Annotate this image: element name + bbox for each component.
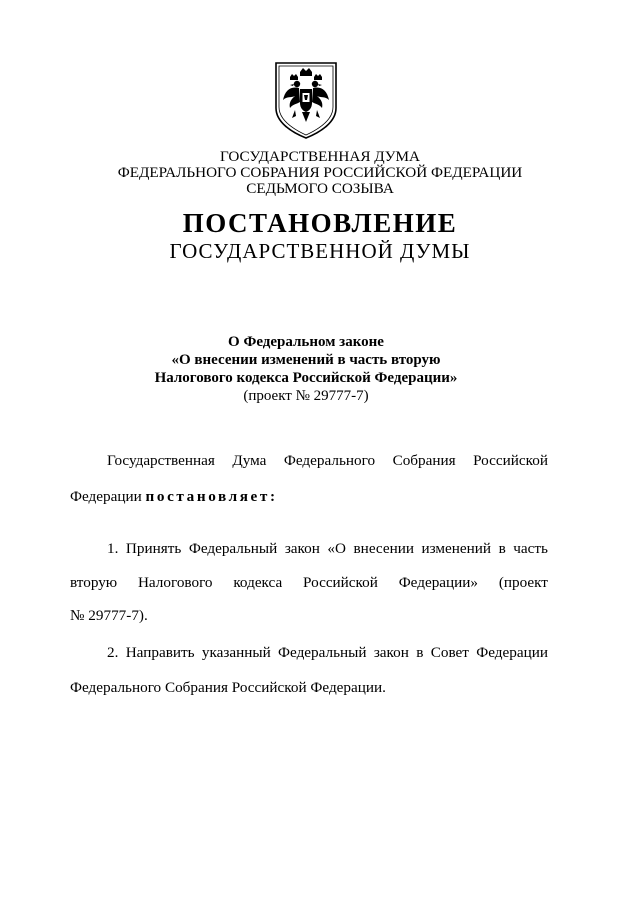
document-subtitle: ГОСУДАРСТВЕННОЙ ДУМЫ bbox=[169, 239, 471, 263]
word: 2. bbox=[107, 644, 119, 661]
word: Федерального bbox=[283, 452, 376, 469]
intro-line-1 bbox=[107, 452, 548, 470]
word: Российской bbox=[303, 574, 378, 591]
subject-line-1: О Федеральном законе bbox=[228, 334, 384, 350]
item1-line-1 bbox=[107, 540, 548, 558]
word: Принять bbox=[125, 540, 182, 557]
intro-line-2 bbox=[70, 488, 548, 506]
coat-of-arms-icon bbox=[273, 60, 339, 140]
word: Федерации» bbox=[398, 574, 479, 591]
resolves-word: постановляет: bbox=[145, 488, 278, 505]
document-title: ПОСТАНОВЛЕНИЕ bbox=[182, 208, 458, 238]
subject-line-4: (проект № 29777-7) bbox=[243, 388, 369, 404]
word: вторую bbox=[70, 574, 118, 591]
word: Федеральный bbox=[278, 644, 367, 661]
header-line-2: ФЕДЕРАЛЬНОГО СОБРАНИЯ РОССИЙСКОЙ ФЕДЕРАЦИИ bbox=[117, 164, 523, 181]
word: Собрания bbox=[392, 452, 456, 469]
word: 1. bbox=[107, 540, 119, 557]
word: изменений bbox=[421, 540, 492, 557]
word: Государственная bbox=[107, 452, 215, 469]
subject-line-2: «О внесении изменений в часть вторую bbox=[171, 352, 441, 368]
word: внесении bbox=[353, 540, 414, 557]
word: (проект bbox=[498, 574, 548, 591]
word: «О bbox=[327, 540, 346, 557]
word: Совет bbox=[430, 644, 469, 661]
item1-line-3: № 29777-7). bbox=[70, 607, 148, 624]
word: Федерации bbox=[476, 644, 548, 661]
word: закон bbox=[373, 644, 409, 661]
header-line-1: ГОСУДАРСТВЕННАЯ ДУМА bbox=[219, 148, 421, 165]
word: Российской bbox=[473, 452, 548, 469]
word: в bbox=[416, 644, 424, 661]
item2-line-1 bbox=[107, 644, 548, 662]
word: указанный bbox=[201, 644, 271, 661]
word: кодекса bbox=[233, 574, 283, 591]
word: закон bbox=[284, 540, 320, 557]
word: Дума bbox=[232, 452, 267, 469]
subject-line-3: Налогового кодекса Российской Федерации» bbox=[154, 370, 458, 386]
word: Направить bbox=[125, 644, 195, 661]
item1-line-2 bbox=[70, 574, 548, 592]
intro-prefix: Федерации bbox=[70, 488, 146, 505]
header-line-3: СЕДЬМОГО СОЗЫВА bbox=[246, 180, 394, 197]
word: часть bbox=[513, 540, 548, 557]
item2-line-2: Федерального Собрания Российской Федерации. bbox=[70, 679, 386, 696]
word: Налогового bbox=[137, 574, 213, 591]
word: в bbox=[498, 540, 506, 557]
word: Федеральный bbox=[188, 540, 278, 557]
